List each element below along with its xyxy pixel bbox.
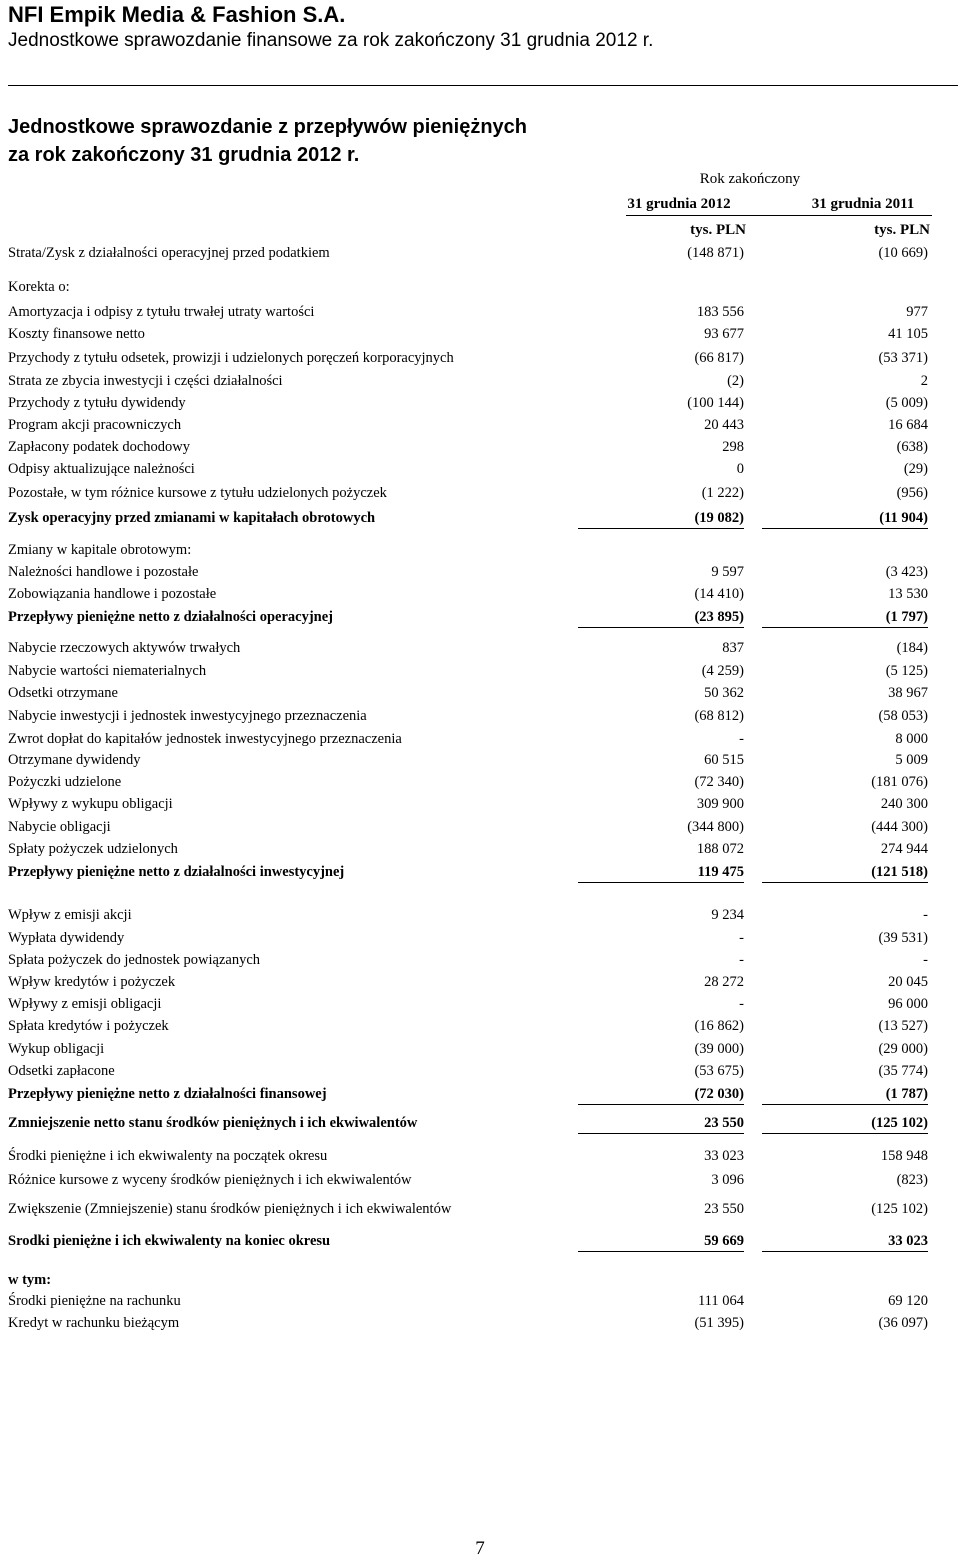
row-label: Przepływy pieniężne netto z działalności inwestycyjnej (8, 864, 345, 880)
value-2012: 9 597 (711, 564, 744, 580)
row-label: Zmiany w kapitale obrotowym: (8, 542, 192, 558)
row-label: Wpływy z emisji obligacji (8, 996, 162, 1012)
row-label: Pozostałe, w tym różnice kursowe z tytułu udzielonych pożyczek (8, 485, 387, 501)
table-row (8, 706, 928, 726)
value-2012: 60 515 (704, 752, 744, 768)
value-2012: 50 362 (704, 685, 744, 701)
row-label: Zobowiązania handlowe i pozostałe (8, 586, 217, 602)
value-2011: (181 076) (871, 774, 928, 790)
value-2012: (72 340) (694, 774, 744, 790)
table-row (8, 1170, 928, 1190)
table-row (8, 459, 928, 479)
value-2011: 41 105 (888, 326, 928, 342)
value-2011: (1 797) (762, 607, 928, 628)
row-label: Zwiększenie (Zmniejszenie) stanu środków pieniężnych i ich ekwiwalentów (8, 1201, 452, 1217)
row-label: Nabycie obligacji (8, 819, 111, 835)
row-label: Strata/Zysk z działalności operacyjnej przed podatkiem (8, 245, 330, 261)
row-label: Zmniejszenie netto stanu środków pieniężnych i ich ekwiwalentów (8, 1115, 418, 1131)
column-group-header: Rok zakończony (699, 171, 801, 187)
row-label: Zwrot dopłat do kapitałów jednostek inwestycyjnego przeznaczenia (8, 731, 402, 747)
table-row (8, 1039, 928, 1059)
table-row (8, 1291, 928, 1311)
row-label: Srodki pieniężne i ich ekwiwalenty na koniec okresu (8, 1233, 331, 1249)
table-row (8, 638, 928, 658)
table-row (8, 817, 928, 837)
table-row (8, 393, 928, 413)
page-number: 7 (475, 1538, 485, 1559)
row-label: Spłata kredytów i pożyczek (8, 1018, 169, 1034)
value-2012: (39 000) (694, 1041, 744, 1057)
value-2012: - (739, 731, 744, 747)
table-row (8, 905, 928, 925)
table-row (8, 1231, 928, 1251)
table-row (8, 1270, 928, 1290)
table-row (8, 277, 928, 297)
table-row (8, 839, 928, 859)
value-2012: 20 443 (704, 417, 744, 433)
value-2012: 119 475 (578, 862, 744, 883)
row-label: Środki pieniężne i ich ekwiwalenty na początek okresu (8, 1148, 328, 1164)
table-row (8, 1146, 928, 1166)
table-row (8, 508, 928, 528)
value-2011: 13 530 (888, 586, 928, 602)
value-2011: (58 053) (878, 708, 928, 724)
value-2011: (1 787) (762, 1084, 928, 1105)
value-2011: (956) (896, 485, 928, 501)
value-2011: (121 518) (762, 862, 928, 883)
row-label: Amortyzacja i odpisy z tytułu trwałej utraty wartości (8, 304, 315, 320)
company-name: NFI Empik Media & Fashion S.A. (8, 2, 346, 27)
row-label: Wypłata dywidendy (8, 930, 125, 946)
table-row (8, 562, 928, 582)
value-2011: - (923, 907, 928, 923)
table-row (8, 1016, 928, 1036)
table-row (8, 794, 928, 814)
value-2011: 240 300 (880, 796, 928, 812)
column-header-rule (626, 215, 932, 216)
value-2012: (19 082) (578, 508, 744, 529)
value-2012: 33 023 (704, 1148, 744, 1164)
table-row (8, 750, 928, 770)
value-2012: (2) (727, 373, 744, 389)
unit-2012: tys. PLN (690, 222, 746, 238)
value-2012: 9 234 (711, 907, 744, 923)
table-row (8, 772, 928, 792)
report-subtitle: Jednostkowe sprawozdanie finansowe za rok zakończony 31 grudnia 2012 r. (8, 30, 654, 51)
value-2011: 96 000 (888, 996, 928, 1012)
table-row (8, 862, 928, 882)
table-row (8, 540, 928, 560)
row-label: Odpisy aktualizujące należności (8, 461, 195, 477)
value-2011: (10 669) (878, 245, 928, 261)
value-2011: 20 045 (888, 974, 928, 990)
row-label: Wpływ z emisji akcji (8, 907, 132, 923)
table-row (8, 683, 928, 703)
statement-title: Jednostkowe sprawozdanie z przepływów pieniężnych (8, 116, 528, 138)
value-2012: (72 030) (578, 1084, 744, 1105)
value-2011: (184) (896, 640, 928, 656)
table-row (8, 243, 928, 263)
row-label: Spłata pożyczek do jednostek powiązanych (8, 952, 261, 968)
value-2012: 23 550 (704, 1201, 744, 1217)
value-2011: 16 684 (888, 417, 928, 433)
value-2011: (125 102) (871, 1201, 928, 1217)
row-label: Przepływy pieniężne netto z działalności finansowej (8, 1086, 327, 1102)
value-2012: (1 222) (701, 485, 744, 501)
value-2012: 93 677 (704, 326, 744, 342)
value-2012: - (739, 952, 744, 968)
row-label: Wpływy z wykupu obligacji (8, 796, 173, 812)
value-2012: 59 669 (578, 1231, 744, 1252)
column-header-2011: 31 grudnia 2011 (811, 196, 915, 212)
page-header (8, 0, 960, 88)
row-label: Odsetki otrzymane (8, 685, 118, 701)
value-2012: (344 800) (687, 819, 744, 835)
value-2011: 977 (906, 304, 928, 320)
table-row (8, 1199, 928, 1219)
row-label: Należności handlowe i pozostałe (8, 564, 199, 580)
row-label: Zysk operacyjny przed zmianami w kapitałach obrotowych (8, 510, 376, 526)
value-2011: (13 527) (878, 1018, 928, 1034)
row-label: w tym: (8, 1272, 52, 1288)
table-row (8, 1313, 928, 1333)
table-row (8, 661, 928, 681)
row-label: Odsetki zapłacone (8, 1063, 115, 1079)
value-2012: 183 556 (696, 304, 744, 320)
value-2012: 0 (736, 461, 744, 477)
value-2011: (53 371) (878, 350, 928, 366)
value-2012: (53 675) (694, 1063, 744, 1079)
value-2011: 158 948 (880, 1148, 928, 1164)
value-2011: (5 125) (885, 663, 928, 679)
value-2011: (638) (896, 439, 928, 455)
value-2012: (148 871) (687, 245, 744, 261)
row-label: Różnice kursowe z wyceny środków pieniężnych i ich ekwiwalentów (8, 1172, 412, 1188)
value-2011: (29) (903, 461, 928, 477)
value-2011: (125 102) (762, 1113, 928, 1134)
row-label: Strata ze zbycia inwestycji i części działalności (8, 373, 283, 389)
table-row (8, 729, 928, 749)
value-2011: (823) (896, 1172, 928, 1188)
value-2011: - (923, 952, 928, 968)
table-row (8, 994, 928, 1014)
value-2011: 69 120 (888, 1293, 928, 1309)
row-label: Zapłacony podatek dochodowy (8, 439, 191, 455)
table-row (8, 437, 928, 457)
table-row (8, 348, 928, 368)
table-row (8, 483, 928, 503)
value-2012: (4 259) (701, 663, 744, 679)
table-row (8, 371, 928, 391)
value-2012: (100 144) (687, 395, 744, 411)
value-2012: (68 812) (694, 708, 744, 724)
value-2012: 837 (722, 640, 744, 656)
value-2011: (29 000) (878, 1041, 928, 1057)
value-2011: (11 904) (762, 508, 928, 529)
value-2011: 8 000 (895, 731, 928, 747)
value-2012: (51 395) (694, 1315, 744, 1331)
value-2012: - (739, 930, 744, 946)
row-label: Przychody z tytułu odsetek, prowizji i udzielonych poręczeń korporacyjnych (8, 350, 454, 366)
value-2012: 309 900 (696, 796, 744, 812)
row-label: Wpływ kredytów i pożyczek (8, 974, 176, 990)
row-label: Środki pieniężne na rachunku (8, 1293, 181, 1309)
value-2012: 111 064 (697, 1293, 744, 1309)
value-2011: (39 531) (878, 930, 928, 946)
value-2011: (5 009) (885, 395, 928, 411)
row-label: Przychody z tytułu dywidendy (8, 395, 186, 411)
row-label: Korekta o: (8, 279, 70, 295)
value-2012: 298 (722, 439, 744, 455)
table-row (8, 928, 928, 948)
value-2011: 38 967 (888, 685, 928, 701)
row-label: Nabycie inwestycji i jednostek inwestycyjnego przeznaczenia (8, 708, 367, 724)
table-row (8, 950, 928, 970)
row-label: Koszty finansowe netto (8, 326, 145, 342)
value-2011: (36 097) (878, 1315, 928, 1331)
table-row (8, 302, 928, 322)
unit-2011: tys. PLN (874, 222, 930, 238)
table-row (8, 607, 928, 627)
row-label: Wykup obligacji (8, 1041, 105, 1057)
value-2012: (23 895) (578, 607, 744, 628)
value-2012: 23 550 (578, 1113, 744, 1134)
value-2012: (16 862) (694, 1018, 744, 1034)
table-row (8, 1061, 928, 1081)
row-label: Nabycie rzeczowych aktywów trwałych (8, 640, 241, 656)
table-row (8, 584, 928, 604)
table-row (8, 1084, 928, 1104)
value-2012: (14 410) (694, 586, 744, 602)
table-row (8, 1113, 928, 1133)
row-label: Przepływy pieniężne netto z działalności operacyjnej (8, 609, 333, 625)
column-header-2012: 31 grudnia 2012 (627, 196, 731, 212)
value-2011: (3 423) (885, 564, 928, 580)
value-2011: 5 009 (895, 752, 928, 768)
statement-period: za rok zakończony 31 grudnia 2012 r. (8, 144, 360, 166)
row-label: Nabycie wartości niematerialnych (8, 663, 207, 679)
table-row (8, 972, 928, 992)
row-label: Spłaty pożyczek udzielonych (8, 841, 178, 857)
value-2011: 274 944 (880, 841, 928, 857)
row-label: Program akcji pracowniczych (8, 417, 182, 433)
value-2012: 28 272 (704, 974, 744, 990)
value-2011: 2 (920, 373, 928, 389)
value-2011: (35 774) (878, 1063, 928, 1079)
value-2011: 33 023 (762, 1231, 928, 1252)
value-2012: - (739, 996, 744, 1012)
row-label: Otrzymane dywidendy (8, 752, 141, 768)
row-label: Pożyczki udzielone (8, 774, 122, 790)
table-row (8, 415, 928, 435)
value-2012: 3 096 (711, 1172, 744, 1188)
value-2011: (444 300) (871, 819, 928, 835)
value-2012: 188 072 (696, 841, 744, 857)
value-2012: (66 817) (694, 350, 744, 366)
row-label: Kredyt w rachunku bieżącym (8, 1315, 180, 1331)
table-row (8, 324, 928, 344)
header-divider (8, 85, 958, 86)
